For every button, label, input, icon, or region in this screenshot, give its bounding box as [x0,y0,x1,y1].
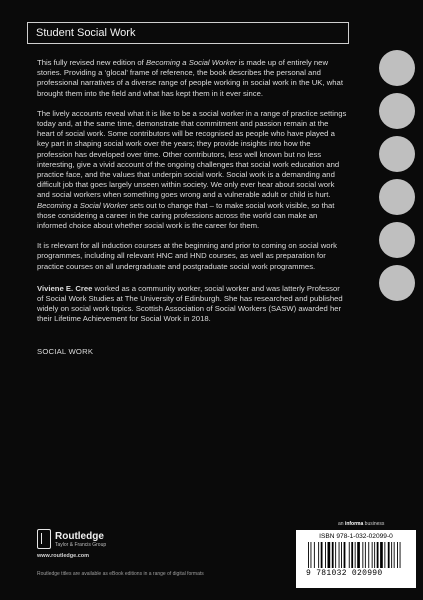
publisher-group: Taylor & Francis Group [55,541,107,548]
author-name: Viviene E. Cree [37,283,93,293]
circle-3 [379,136,415,172]
blurb-paragraph-1: This fully revised new edition of Becoming a Social Worker is made up of entirely new stories. Providing a ‘glocal’ frame of reference, the book describes the personal and professional narratives of a diverse range of people working in social work in the UK, what brought them into the field and what has kept them in it ever since. [37,58,343,98]
circle-1 [379,50,415,86]
book-title: Becoming a Social Worker [37,200,128,210]
series-label: Student Social Work [27,22,349,44]
blurb-paragraph-2: The lively accounts reveal what it is like to be a social worker in a range of practice settings today and, at the same time, demonstrate that commitment and passion remain at the heart of social work. Some contributors will be recognised as people who have played a key part in shaping social work over the years; they provide insights into how the profession has developed over time. Other contributors, less well known but no less interesting, give a vivid account of the ongoing challenges that social work education and practice face, and the values that underpin social work. Social work is a demanding and difficult job that goes largely unseen within society. We only ever hear about social work and social workers when something goes wrong and a vulnerable adult or child is hurt. Becoming a Social Worker sets out to change that – to make social work visible, so that those considering a career in the caring professions across the world can make an informed choice about whether social work is the career for them. [37,108,347,231]
back-cover-text [37,58,347,367]
barcode [296,530,416,588]
subject-category: SOCIAL WORK [37,346,94,356]
routledge-icon [37,529,51,549]
circle-2 [379,93,415,129]
publisher-name: Routledge [55,530,104,542]
ebook-note: Routledge titles are available as eBook editions in a range of digital formats [37,571,204,577]
publisher-website: www.routledge.com [37,553,90,559]
circle-4 [379,179,415,215]
informa-business: an informa business [338,521,385,527]
author-bio: Viviene E. Cree worked as a community worker, social worker and was latterly Professor of Social Work Studies at The University of Edinburgh. She has researched and published widely on social work topics. Scottish Association of Social Workers (SASW) awarded her their Lifetime Achievement for Social Work in 2018. [37,283,343,324]
isbn-label: ISBN 978-1-032-02099-0 [319,533,393,540]
barcode-bars [300,542,412,578]
barcode-digits: 9 781032 020990 [306,569,383,578]
publisher-logo [37,529,106,549]
book-title: Becoming a Social Worker [145,58,237,67]
blurb-paragraph-3: It is relevant for all induction courses at the beginning and prior to coming on social work programmes, including all relevant HNC and HND courses, as well as preparation for practice courses on all undergraduate and postgraduate social work programmes. [37,241,337,271]
circle-5 [379,222,415,258]
circle-6 [379,265,415,301]
